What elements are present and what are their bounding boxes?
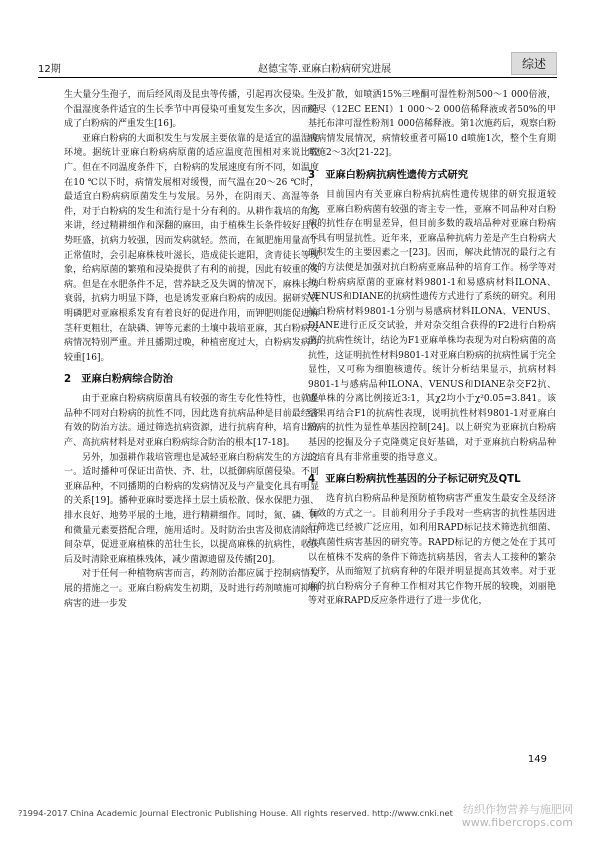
page-header: [38, 52, 557, 74]
right-column: [308, 88, 556, 609]
site-watermark: [462, 803, 573, 829]
page-number: 149: [527, 754, 547, 765]
watermark-line-1: 纺织作物营养与施肥网: [463, 803, 573, 816]
section-heading: 2 亚麻白粉病综合防治: [64, 374, 173, 386]
body-paragraph: 生及扩散，如喷洒15%三唑酮可湿性粉剂500～1 000倍液，粉尽（12EC EENI）1 000～2 000倍稀释液或者50%的甲基托布津可湿性粉剂1 000倍稀释液。第1次施药后，观察白粉病病情发展情况，病情较重者可隔10 d喷施1次，整个生育期喷施2～3次[21-22]。: [308, 90, 556, 159]
body-paragraph: 亚麻白粉病的大面积发生与发展主要依靠的是适宜的温湿度环境。据统计亚麻白粉病病原菌的适应温度范围相对来说比较广。但在不同温度条件下，白粉病的发展速度有所不同，如温度在10 ℃以下时，病情发展相对缓慢，而气温在20～26 ℃时，最适宜白粉病病原菌发生与发展。另外，在阴雨天、高湿等条件，对于白粉病的发生和流行是十分有利的。从耕作栽培的角度来讲，经过精耕细作和深翻的麻田，由于植株生长条件较好且长势旺盛，抗病力较强，因而发病就轻。然而，在氮肥施用量高于正常值时，会引起麻株枝叶滋长，造成徒长遮阳，贪青徒长等现象，给病原菌的繁殖和浸染提供了有利的前提，因此有较重的发病。但是在水肥条件不足，营养缺乏及失调的情况下，麻株长势衰弱，抗病力明显下降，也是诱发亚麻白粉病的成因。据研究表明磷肥对亚麻根系发育有着良好的促进作用，而钾肥则能促进麻茎秆更粗壮，在缺磷、钾等元素的土壤中栽培亚麻，其白粉病发病情况特别严重。并且播期过晚，种植密度过大，白粉病发病均较重[16]。: [64, 133, 319, 363]
issue-number: 12期: [38, 64, 61, 75]
section-tag: 综述: [511, 52, 557, 75]
watermark-line-2: www.fibercrops.com: [461, 816, 573, 829]
left-column: [64, 88, 319, 611]
copyright-footer: ?1994-2017 China Academic Journal Electronic Publishing House. All rights reserved. http://www.cnki.net: [18, 808, 453, 818]
body-paragraph: 选育抗白粉病品种是预防植物病害严重发生最安全及经济有效的方式之一。目前利用分子手段对一些病害的抗性基因进行筛选已经被广泛应用，如利用RAPD标记技术筛选抗细菌、抗真菌性病害基因的研究等。RAPD标记的方便之处在于其可以在植株不发病的条件下筛选抗病基因，省去人工接种的繁杂工序，从而缩短了抗病育种的年限并明显提高其效率。对于亚麻的抗白粉病分子育种工作相对其它作物开展的较晚，刘丽艳等对亚麻RAPD反应条件进行了进一步优化，: [308, 494, 556, 607]
body-paragraph: 目前国内有关亚麻白粉病抗病性遗传规律的研究报道较少，亚麻白粉病菌有较强的寄主专一性，亚麻不同品种对白粉病的抗性存在明显差异，但目前多数的栽培品种对亚麻白粉病不具有明显抗性。近年来，亚麻品种抗病力差是产生白粉病大面积发生的主要因素之一[23]。因而，解决此情况的最行之有效的方法便是加强对抗白粉病亚麻品种的培育工作。杨学等对抗白粉病病原菌的亚麻材料9801-1和易感病材料ILONA、VENUS和DIANE的抗病性遗传方式进行了系统的研究。利用抗白粉病材料9801-1分别与易感病材料ILONA、VENUS、DIANE进行正反交试验，并对杂交组合获得的F2进行白粉病菌的抗病性统计，结论为F1亚麻单株均表现为对白粉病菌的高抗性，这证明抗性材料9801-1对亚麻白粉病的抗病性属于完全显性，又可称为细胞核遗传。统计分析结果显示，抗病材料9801-1与感病品种ILONA、VENUS和DIANE杂交F2抗、感单株的分离比例接近3:1，其χ2均小于χ²0.05=3.841。该结果再结合F1的抗病性表现，说明抗性材料9801-1对亚麻白粉病的抗性为显性单基因控制[24]。以上研究为亚麻抗白粉病基因的挖掘及分子克隆奠定良好基础，对于亚麻抗白粉病品种的培育具有非常重要的指导意义。: [308, 189, 556, 463]
section-heading: 4 亚麻白粉病抗性基因的分子标记研究及QTL: [308, 474, 521, 486]
body-paragraph: 生大量分生孢子，而后经风雨及昆虫等传播，引起再次侵染。一个温湿度条件适宜的生长季节中再侵染可重复发生多次，因而造成了白粉病的严重发生[16]。: [64, 90, 319, 130]
body-paragraph: 由于亚麻白粉病病原菌具有较强的寄生专化性特性，也就是品种不同对白粉病的抗性不同，因此选育抗病品种是目前最经济有效的防治方法。通过筛选抗病资源，进行抗病育种，培育出高产、高抗病材料是对亚麻白粉病综合防治的根本[17-18]。: [64, 394, 319, 449]
running-title: 赵德宝等.亚麻白粉病研究进展: [258, 64, 392, 75]
body-paragraph: 对于任何一种植物病害而言，药剂防治都应属于控制病情发展的措施之一。亚麻白粉病发生初期，及时进行药剂喷施可抑制病害的进一步发: [64, 569, 319, 609]
section-heading: 3 亚麻白粉病抗病性遗传方式研究: [308, 169, 468, 181]
body-paragraph: 另外，加强耕作栽培管理也是减轻亚麻白粉病发生的方法之一。适时播种可保证出苗快、齐、壮，以抵御病原菌侵染。不同亚麻品种，不同播期的白粉病的发病情况及与产量变化具有明显的关系[19]。播种亚麻时要选择土层土质松散、保水保肥力强、排水良好、地势平展的土地，进行精耕细作。同时，氮、磷、钾和微量元素要搭配合理，施用适时。及时防治虫害及彻底清除田间杂草，促进亚麻植株的茁壮生长，以提高麻株的抗病性，收获后及时清除亚麻植株残体，减少菌源遗留及传播[20]。: [64, 452, 319, 565]
header-rule: [38, 77, 557, 78]
